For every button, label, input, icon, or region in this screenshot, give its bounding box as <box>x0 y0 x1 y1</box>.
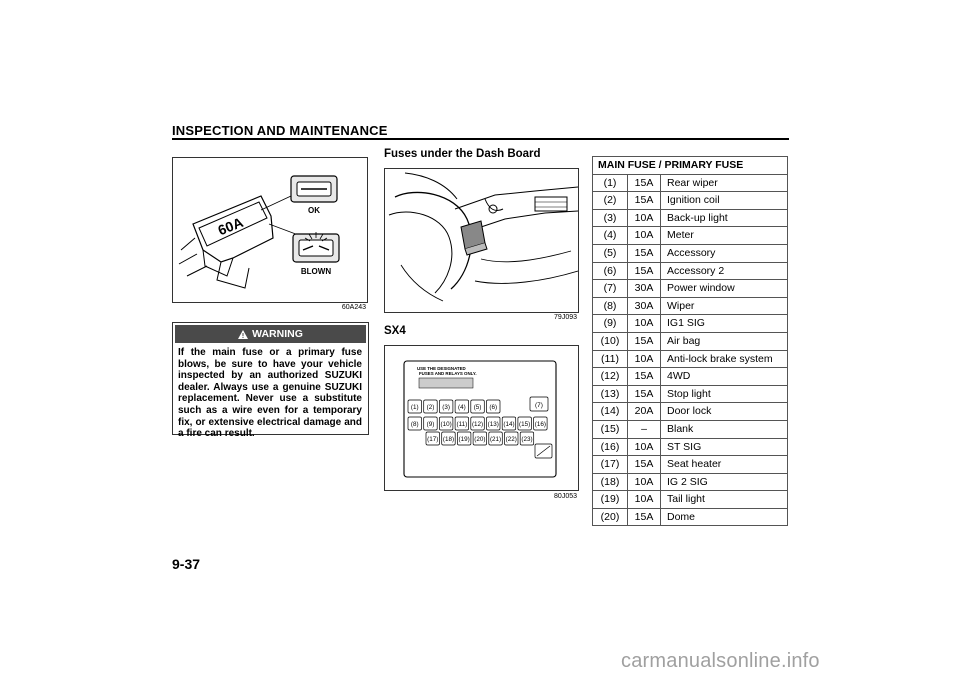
fuse-marking: 60A <box>215 213 246 239</box>
page-number: 9-37 <box>172 556 201 572</box>
table-row <box>593 174 788 192</box>
fuse-circuit: IG 2 SIG <box>661 473 788 491</box>
fuse-circuit: Accessory <box>661 244 788 262</box>
fuse-number: (9) <box>593 315 628 333</box>
fuse-number: (18) <box>593 473 628 491</box>
fuse-slot-label: (21) <box>489 435 502 443</box>
fuse-circuit: Ignition coil <box>661 192 788 210</box>
warning-header <box>175 325 366 343</box>
sx4-fuse-box-figure <box>384 345 579 491</box>
fuse-slot-label: (10) <box>440 420 452 428</box>
fuse-amperage: 15A <box>628 192 661 210</box>
fuse-circuit: Air bag <box>661 332 788 350</box>
fuse-circuit: Tail light <box>661 491 788 509</box>
fuse-circuit: 4WD <box>661 368 788 386</box>
fuse-amperage: 10A <box>628 350 661 368</box>
fuse-amperage: 10A <box>628 227 661 245</box>
fuse-slot-label: (16) <box>534 420 546 428</box>
fuse-slot-label: (15) <box>519 420 531 428</box>
fuse-number: (16) <box>593 438 628 456</box>
fuse-amperage: 10A <box>628 491 661 509</box>
table-row <box>593 297 788 315</box>
fuse-number: (11) <box>593 350 628 368</box>
fuse-amperage: 20A <box>628 403 661 421</box>
fuse-circuit: Meter <box>661 227 788 245</box>
fuse-number: (5) <box>593 244 628 262</box>
fuse-number: (14) <box>593 403 628 421</box>
fuse-number: (1) <box>593 174 628 192</box>
fuse-slot-label: (18) <box>442 435 455 443</box>
sx4-label: SX4 <box>384 325 406 337</box>
blown-label: BLOWN <box>300 267 332 276</box>
dash-section-title: Fuses under the Dash Board <box>384 148 541 160</box>
fuse-number: (7) <box>593 280 628 298</box>
fuse-box-text-2: FUSES AND RELAYS ONLY. <box>419 371 477 376</box>
fuse-slot-label: (14) <box>503 420 515 428</box>
warning-title: WARNING <box>252 328 303 340</box>
dash-board-figure <box>384 168 579 313</box>
fuse-amperage: 15A <box>628 262 661 280</box>
fuse-slot-label: (20) <box>474 435 486 443</box>
sx4-figure-code: 80J053 <box>554 493 577 500</box>
fuse-table <box>592 156 788 526</box>
warning-box <box>172 322 369 440</box>
fuse-amperage: 30A <box>628 297 661 315</box>
table-row <box>593 280 788 298</box>
dash-figure-code: 79J093 <box>554 314 577 321</box>
fuse-number: (6) <box>593 262 628 280</box>
fuse-slot-label: (17) <box>427 435 439 443</box>
fuse-circuit: Dome <box>661 508 788 526</box>
fuse-slot-label: (6) <box>489 403 498 411</box>
table-row <box>593 209 788 227</box>
fuse-circuit: Blank <box>661 420 788 438</box>
warning-body: If the main fuse or a primary fuse blows, be sure to have your vehicle inspected by an authorized SUZUKI dealer. Always use a genuine SUZUKI replacement. Never use a substitute such as a wire even for a temporary fix, or extensive electrical damage and a fire can result. <box>178 347 362 440</box>
fuse-circuit: Seat heater <box>661 456 788 474</box>
fuse-amperage: 10A <box>628 209 661 227</box>
ok-label: OK <box>308 206 320 215</box>
table-row <box>593 315 788 333</box>
fuse-slot-label: (3) <box>442 403 451 411</box>
fuse-circuit: Back-up light <box>661 209 788 227</box>
table-row <box>593 420 788 438</box>
fuse-amperage: 15A <box>628 456 661 474</box>
fuse-amperage: 10A <box>628 315 661 333</box>
fuse-amperage: 30A <box>628 280 661 298</box>
fuse-number: (3) <box>593 209 628 227</box>
fuse-slot-label: (1) <box>410 403 419 411</box>
table-row <box>593 438 788 456</box>
watermark: carmanualsonline.info <box>621 650 820 672</box>
fuse-amperage: – <box>628 420 661 438</box>
table-row <box>593 385 788 403</box>
fuse-table-body <box>593 174 788 526</box>
fuse-amperage: 15A <box>628 368 661 386</box>
fuse-number: (10) <box>593 332 628 350</box>
fuse-number: (4) <box>593 227 628 245</box>
table-row <box>593 350 788 368</box>
table-row <box>593 456 788 474</box>
fuse-number: (20) <box>593 508 628 526</box>
fuse-slot-label: (8) <box>410 420 419 428</box>
fuse-check-figure <box>172 157 368 303</box>
fuse-slot-label: (22) <box>505 435 517 443</box>
fuse-circuit: Power window <box>661 280 788 298</box>
table-row <box>593 368 788 386</box>
fuse-amperage: 15A <box>628 244 661 262</box>
fuse-circuit: Stop light <box>661 385 788 403</box>
fuse-circuit: ST SIG <box>661 438 788 456</box>
table-row <box>593 491 788 509</box>
fuse-figure-code: 60A243 <box>341 304 366 311</box>
fuse-amperage: 15A <box>628 332 661 350</box>
table-row <box>593 192 788 210</box>
table-row <box>593 262 788 280</box>
table-row <box>593 473 788 491</box>
fuse-slot-label: (4) <box>457 403 466 411</box>
fuse-number: (13) <box>593 385 628 403</box>
fuse-row-2 <box>408 417 547 430</box>
fuse-amperage: 10A <box>628 438 661 456</box>
table-row <box>593 403 788 421</box>
table-row <box>593 332 788 350</box>
fuse-circuit: Rear wiper <box>661 174 788 192</box>
fuse-amperage: 15A <box>628 385 661 403</box>
fuse-number: (15) <box>593 420 628 438</box>
fuse-circuit: IG1 SIG <box>661 315 788 333</box>
fuse-slot-label: (19) <box>458 435 470 443</box>
fuse-number: (17) <box>593 456 628 474</box>
page-header-title: INSPECTION AND MAINTENANCE <box>172 123 388 138</box>
header-rule <box>172 138 789 140</box>
fuse-row-3 <box>426 432 534 445</box>
table-row <box>593 244 788 262</box>
table-row <box>593 508 788 526</box>
fuse-circuit: Anti-lock brake system <box>661 350 788 368</box>
fuse-number: (12) <box>593 368 628 386</box>
warning-triangle-icon <box>238 330 248 339</box>
fuse-slot-label: (5) <box>473 403 482 411</box>
fuse-slot-label: (23) <box>521 435 533 443</box>
table-row <box>593 227 788 245</box>
fuse-amperage: 10A <box>628 473 661 491</box>
fuse-slot-label: (9) <box>426 420 435 428</box>
fuse-number: (2) <box>593 192 628 210</box>
fuse-amperage: 15A <box>628 174 661 192</box>
fuse-slot-label: (11) <box>456 420 468 428</box>
fuse-label-7: (7) <box>535 402 543 409</box>
fuse-circuit: Wiper <box>661 297 788 315</box>
fuse-table-header: MAIN FUSE / PRIMARY FUSE <box>593 157 788 175</box>
fuse-number: (19) <box>593 491 628 509</box>
fuse-slot-label: (13) <box>487 420 499 428</box>
fuse-circuit: Door lock <box>661 403 788 421</box>
fuse-number: (8) <box>593 297 628 315</box>
fuse-circuit: Accessory 2 <box>661 262 788 280</box>
fuse-amperage: 15A <box>628 508 661 526</box>
fuse-slot-label: (12) <box>471 420 484 428</box>
fuse-slot-label: (2) <box>426 403 435 411</box>
fuse-box-text-1: USE THE DESIGNATED <box>417 366 466 371</box>
